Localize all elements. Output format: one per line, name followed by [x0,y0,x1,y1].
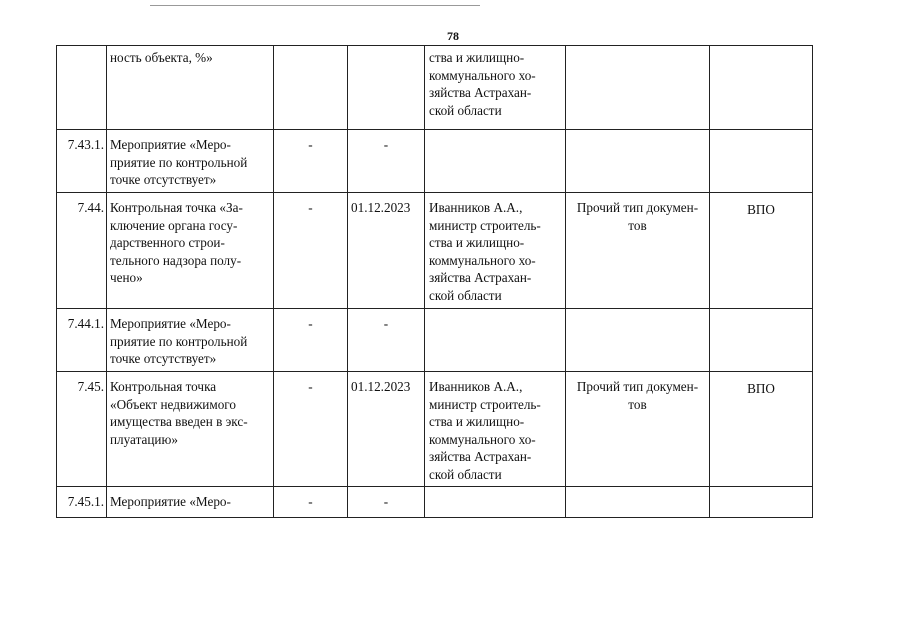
page-number: 78 [447,29,459,43]
row-end-date: 01.12.2023 [348,193,425,309]
row-doc-type: Прочий тип докумен- тов [566,372,710,487]
row-responsible: ства и жилищно- коммунального хо- зяйства Астрахан- ской области [425,46,566,130]
row-doc-type [566,487,710,518]
row-responsible [425,130,566,193]
row-doc-type: Прочий тип докумен- тов [566,193,710,309]
table-row [57,309,813,372]
row-responsible: Иванников А.А., министр строитель- ства и жилищно- коммунального хо- зяйства Астрахан- ской области [425,372,566,487]
row-name: Контрольная точка «Объект недвижимого имущества введен в экс- плуатацию» [107,372,274,487]
plan-table [56,45,813,518]
row-number [57,46,107,130]
row-end-date: 01.12.2023 [348,372,425,487]
table-row [57,193,813,309]
row-end-date: - [348,487,425,518]
row-doc-type [566,130,710,193]
row-doc-type [566,309,710,372]
row-info-system: ВПО [710,372,813,487]
row-name: Мероприятие «Меро- [107,487,274,518]
row-info-system [710,309,813,372]
row-name: Мероприятие «Меро- приятие по контрольной точке отсутствует» [107,130,274,193]
row-number: 7.43.1. [57,130,107,193]
table-row [57,46,813,130]
table-row [57,372,813,487]
row-start: - [274,487,348,518]
row-number: 7.44. [57,193,107,309]
row-info-system [710,487,813,518]
row-info-system [710,130,813,193]
row-name: ность объекта, %» [107,46,274,130]
row-start: - [274,372,348,487]
row-start [274,46,348,130]
row-end-date: - [348,309,425,372]
row-end-date: - [348,130,425,193]
row-name: Мероприятие «Меро- приятие по контрольной точке отсутствует» [107,309,274,372]
row-number: 7.44.1. [57,309,107,372]
row-start: - [274,130,348,193]
header-rule [150,5,480,6]
row-responsible [425,309,566,372]
row-number: 7.45.1. [57,487,107,518]
row-responsible [425,487,566,518]
row-info-system [710,46,813,130]
row-info-system: ВПО [710,193,813,309]
row-responsible: Иванников А.А., министр строитель- ства и жилищно- коммунального хо- зяйства Астрахан- ской области [425,193,566,309]
row-end-date [348,46,425,130]
row-doc-type [566,46,710,130]
table-row [57,487,813,518]
table-row [57,130,813,193]
row-name: Контрольная точка «За- ключение органа госу- дарственного строи- тельного надзора полу- чено» [107,193,274,309]
row-start: - [274,193,348,309]
row-start: - [274,309,348,372]
row-number: 7.45. [57,372,107,487]
